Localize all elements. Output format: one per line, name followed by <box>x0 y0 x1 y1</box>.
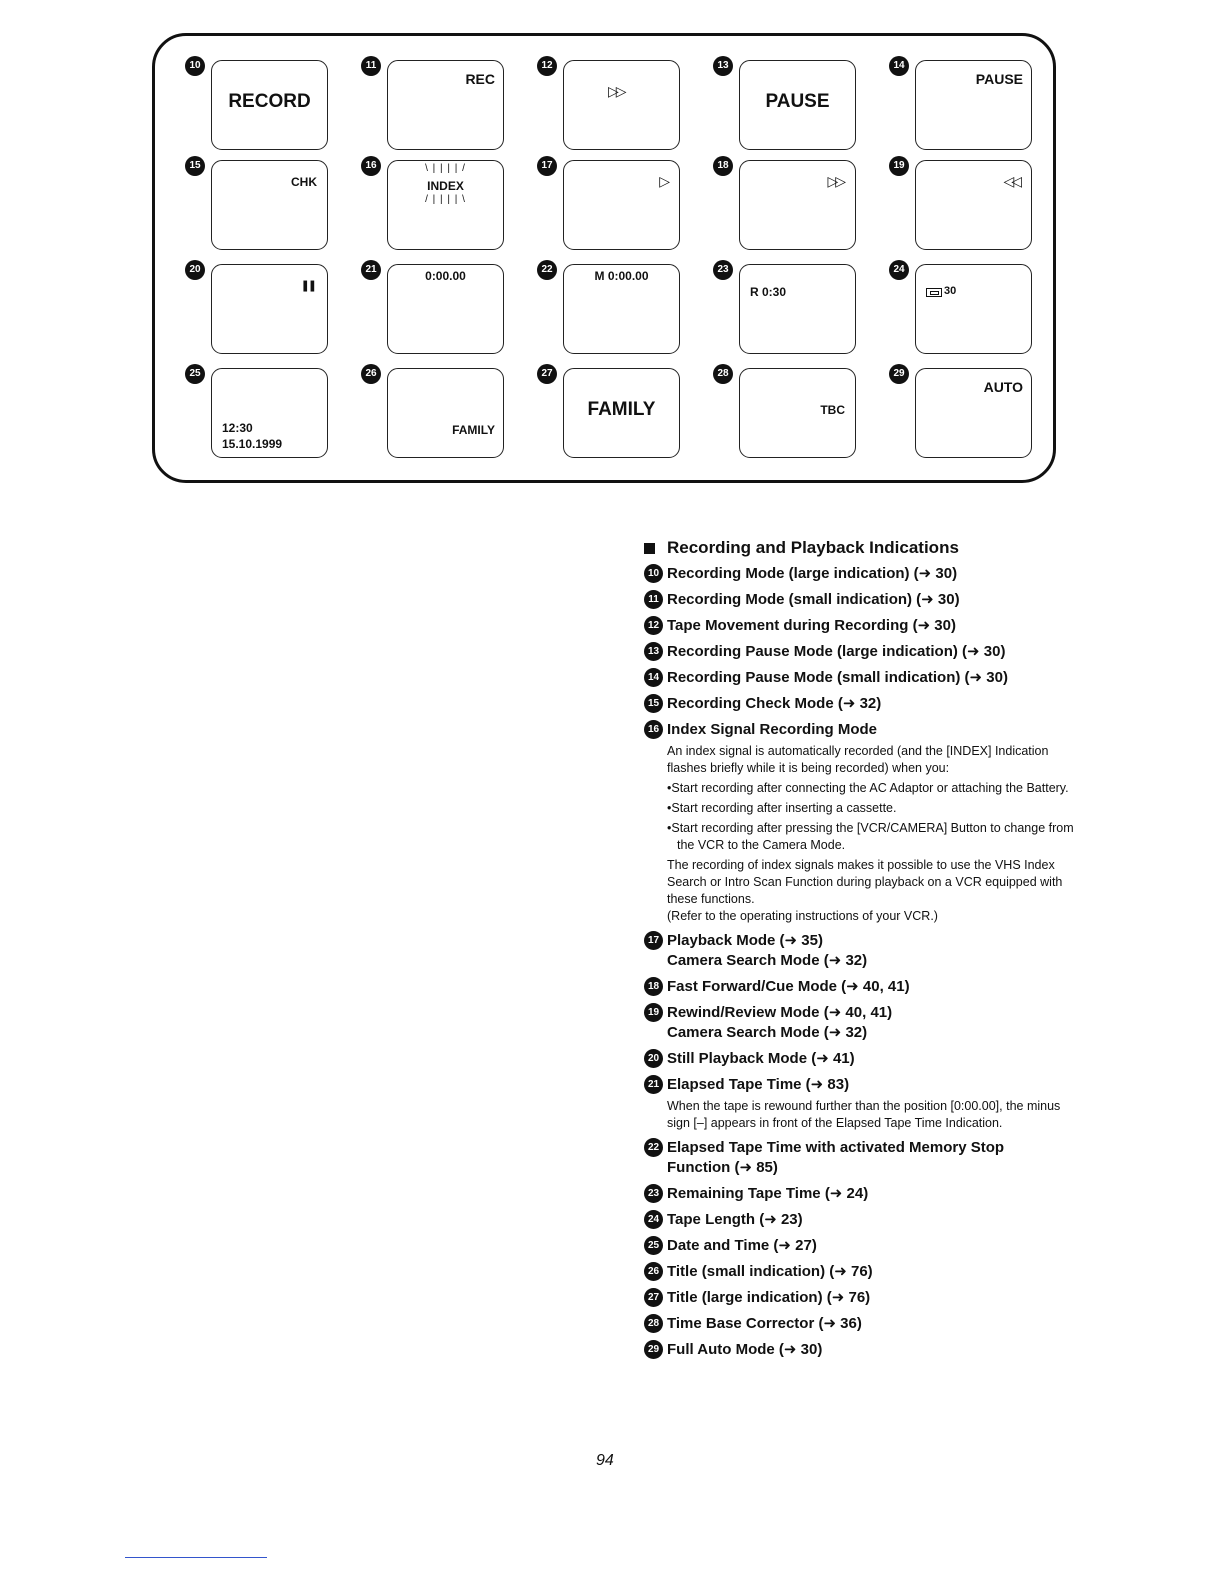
viewfinder-screen <box>739 60 856 150</box>
item-number: 20 <box>644 1049 663 1068</box>
index-intro: An index signal is automatically recorded (and the [INDEX] Indication flashes briefly while it is being recorded) when you: <box>667 744 1049 775</box>
item-number: 13 <box>644 642 663 661</box>
viewfinder-screen <box>211 160 328 250</box>
indication-number: 27 <box>537 364 557 384</box>
indication-number: 17 <box>537 156 557 176</box>
item-text: Full Auto Mode (➜ 30) <box>667 1341 823 1358</box>
list-item <box>644 1314 1074 1334</box>
viewfinder-screen <box>387 368 504 458</box>
index-bullet: •Start recording after connecting the AC Adaptor or attaching the Battery. <box>667 781 1069 795</box>
viewfinder-screen <box>915 368 1032 458</box>
indication-text: ▷ <box>659 173 667 189</box>
indication-number: 21 <box>361 260 381 280</box>
viewfinder-screen <box>739 160 856 250</box>
item-number: 28 <box>644 1314 663 1333</box>
list-item <box>644 931 1074 971</box>
indication-text: FAMILY <box>452 423 495 437</box>
item-number: 29 <box>644 1340 663 1359</box>
index-description <box>667 743 1074 925</box>
list-item <box>644 977 1074 997</box>
item-text: Still Playback Mode (➜ 41) <box>667 1050 855 1067</box>
item-text: Date and Time (➜ 27) <box>667 1237 817 1254</box>
square-bullet-icon <box>644 543 655 554</box>
viewfinder-screen <box>211 60 328 150</box>
item-number: 22 <box>644 1138 663 1157</box>
item-number: 10 <box>644 564 663 583</box>
indication-text: M 0:00.00 <box>594 269 649 283</box>
item-number: 23 <box>644 1184 663 1203</box>
indication-number: 19 <box>889 156 909 176</box>
viewfinder-screen <box>211 264 328 354</box>
item-number: 15 <box>644 694 663 713</box>
indication-number: 15 <box>185 156 205 176</box>
list-item <box>644 1049 1074 1069</box>
item-text: Title (small indication) (➜ 76) <box>667 1263 873 1280</box>
viewfinder-screen <box>563 160 680 250</box>
indication-text: 0:00.00 <box>425 269 466 283</box>
indication-number: 24 <box>889 260 909 280</box>
item-number: 24 <box>644 1210 663 1229</box>
viewfinder-screen <box>387 160 504 250</box>
list-item <box>644 1184 1074 1204</box>
elapsed-description: When the tape is rewound further than the position [0:00.00], the minus sign [–] appears in front of the Elapsed Tape Time Indication. <box>667 1099 1061 1130</box>
item-number: 27 <box>644 1288 663 1307</box>
indication-number: 16 <box>361 156 381 176</box>
item-text: Recording Pause Mode (large indication) (➜ 30) <box>667 643 1006 660</box>
indication-text: PAUSE <box>975 71 1023 87</box>
indication-number: 18 <box>713 156 733 176</box>
list-item <box>644 1138 1074 1178</box>
indication-number: 22 <box>537 260 557 280</box>
indication-text: ◁◁ <box>1003 173 1019 189</box>
indication-text: FAMILY <box>587 399 656 420</box>
viewfinder-screen <box>387 60 504 150</box>
item-number: 21 <box>644 1075 663 1094</box>
item-number: 16 <box>644 720 663 739</box>
item-text: Elapsed Tape Time (➜ 83) <box>667 1076 850 1093</box>
viewfinder-screen <box>915 160 1032 250</box>
item-text: Tape Length (➜ 23) <box>667 1211 803 1228</box>
item-text: Recording Pause Mode (small indication) (➜ 30) <box>667 669 1008 686</box>
viewfinder-screen <box>915 264 1032 354</box>
viewfinder-screen <box>211 368 328 458</box>
item-text: Rewind/Review Mode (➜ 40, 41) Camera Search Mode (➜ 32) <box>667 1004 893 1041</box>
item-text: Remaining Tape Time (➜ 24) <box>667 1185 869 1202</box>
indication-text: AUTO <box>983 379 1023 395</box>
item-text: Index Signal Recording Mode <box>667 721 878 738</box>
viewfinder-screen <box>739 368 856 458</box>
indication-text: TBC <box>820 403 845 417</box>
indication-text: INDEX <box>427 179 464 193</box>
indication-number: 25 <box>185 364 205 384</box>
list-item <box>644 1003 1074 1043</box>
item-text: Tape Movement during Recording (➜ 30) <box>667 617 956 634</box>
indications-diagram <box>152 33 1056 483</box>
indication-number: 28 <box>713 364 733 384</box>
indication-text: ▷▷ <box>608 83 624 99</box>
indication-number: 26 <box>361 364 381 384</box>
indication-number: 14 <box>889 56 909 76</box>
list-item <box>644 590 1074 610</box>
item-text: Recording Check Mode (➜ 32) <box>667 695 882 712</box>
list-item <box>644 1340 1074 1360</box>
flash-rays-icon: \ | | | | / <box>425 163 466 174</box>
indication-text: R 0:30 <box>750 285 787 299</box>
list-item <box>644 694 1074 714</box>
item-text: Elapsed Tape Time with activated Memory Stop Function (➜ 85) <box>667 1139 1005 1176</box>
viewfinder-screen <box>915 60 1032 150</box>
item-number: 18 <box>644 977 663 996</box>
indication-number: 13 <box>713 56 733 76</box>
item-text: Playback Mode (➜ 35) Camera Search Mode (➜ 32) <box>667 932 868 969</box>
indication-text: ❚❚ <box>300 280 315 292</box>
indication-text: CHK <box>291 175 317 189</box>
item-text: Fast Forward/Cue Mode (➜ 40, 41) <box>667 978 910 995</box>
indication-number: 20 <box>185 260 205 280</box>
indication-number: 11 <box>361 56 381 76</box>
page-number: 94 <box>596 1452 614 1469</box>
list-item <box>644 1210 1074 1230</box>
list-item <box>644 616 1074 636</box>
flash-rays-icon: / | | | | \ <box>425 194 466 205</box>
item-text: Recording Mode (large indication) (➜ 30) <box>667 565 958 582</box>
item-number: 25 <box>644 1236 663 1255</box>
list-item <box>644 1236 1074 1256</box>
indication-number: 29 <box>889 364 909 384</box>
indication-text: PAUSE <box>765 91 830 112</box>
item-text: Time Base Corrector (➜ 36) <box>667 1315 862 1332</box>
date-text: 15.10.1999 <box>222 437 283 451</box>
list-item <box>644 564 1074 584</box>
item-number: 19 <box>644 1003 663 1022</box>
viewfinder-screen <box>563 368 680 458</box>
list-item <box>644 668 1074 688</box>
list-item <box>644 1075 1074 1095</box>
section-heading <box>644 538 1074 558</box>
section-title: Recording and Playback Indications <box>667 538 959 557</box>
index-outro: The recording of index signals makes it possible to use the VHS Index Search or Intro Scan Function during playback on a VCR equipped with these functions. <box>667 858 1063 906</box>
indication-number: 10 <box>185 56 205 76</box>
item-text: Recording Mode (small indication) (➜ 30) <box>667 591 960 608</box>
index-bullet: •Start recording after pressing the [VCR/CAMERA] Button to change from the VCR to the Camera Mode. <box>667 821 1074 852</box>
cassette-icon <box>926 288 942 297</box>
indication-text: RECORD <box>228 91 311 112</box>
index-refer: (Refer to the operating instructions of your VCR.) <box>667 909 938 923</box>
indication-text: 12:30 <box>222 421 253 435</box>
viewfinder-screen <box>387 264 504 354</box>
footer-rule <box>125 1557 267 1558</box>
item-number: 12 <box>644 616 663 635</box>
viewfinder-screen <box>563 264 680 354</box>
item-text: Title (large indication) (➜ 76) <box>667 1289 871 1306</box>
indications-list <box>644 538 1074 1366</box>
list-item <box>644 1288 1074 1308</box>
item-number: 26 <box>644 1262 663 1281</box>
indication-text: ▷▷ <box>827 173 843 189</box>
list-item <box>644 642 1074 662</box>
indication-number: 23 <box>713 260 733 280</box>
viewfinder-screen <box>563 60 680 150</box>
viewfinder-screen <box>739 264 856 354</box>
item-number: 14 <box>644 668 663 687</box>
item-number: 11 <box>644 590 663 609</box>
indication-number: 12 <box>537 56 557 76</box>
indication-text: 30 <box>944 285 957 297</box>
list-item <box>644 1262 1074 1282</box>
item-number: 17 <box>644 931 663 950</box>
index-bullet: •Start recording after inserting a cassette. <box>667 801 897 815</box>
indication-text: REC <box>465 71 495 87</box>
list-item <box>644 720 1074 740</box>
